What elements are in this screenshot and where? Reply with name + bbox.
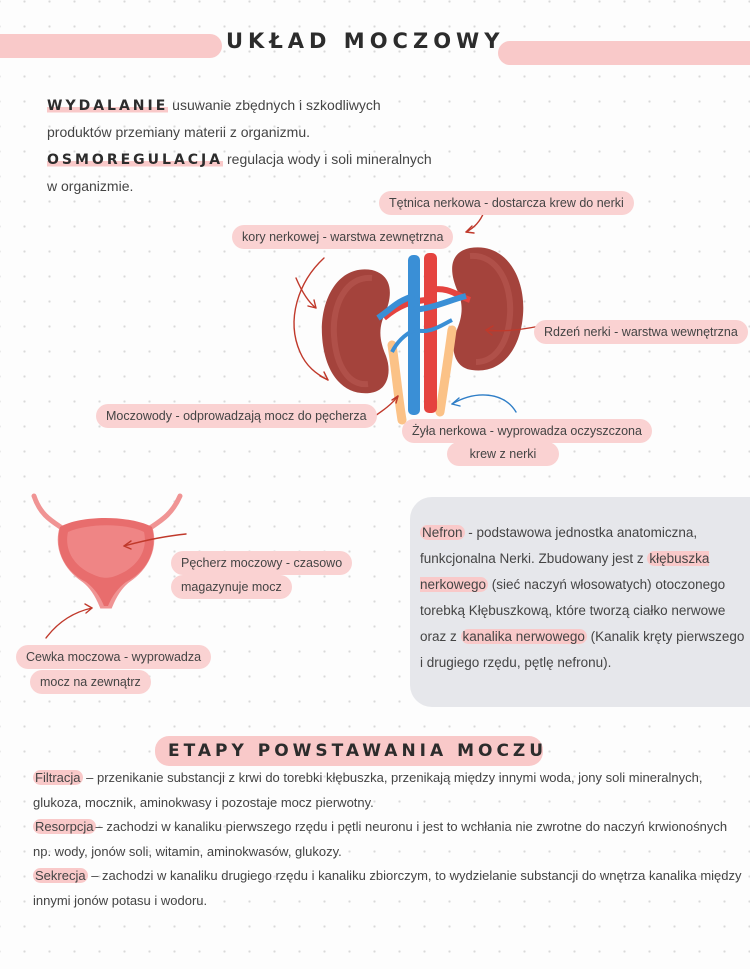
stage-text: – zachodzi w kanaliku drugiego rzędu i kanaliku zbiorczym, to wydzielanie substancji do wnętrza kanalika między innymi jonów potasu i wodoru. xyxy=(33,868,742,908)
nefron-term: Nefron xyxy=(422,525,463,540)
nefron-text-1: - podstawowa jednostka anatomiczna, funkcjonalna Nerki. Zbudowany jest z xyxy=(420,525,698,566)
term-wydalanie: WYDALANIE xyxy=(47,98,169,114)
nefron-highlight-1: kłębuszka nerkowego xyxy=(420,551,710,592)
stage-name: Sekrecja xyxy=(35,868,86,883)
stage-secretion xyxy=(33,864,748,913)
label-bladder-line1: Pęcherz moczowy - czasowo xyxy=(171,551,352,575)
label-urethra-line1: Cewka moczowa - wyprowadza xyxy=(16,645,211,669)
nefron-text-2: (sieć naczyń włosowatych) otoczonego torebką Kłębuszkową, które tworzą ciałko nerwowe oraz z xyxy=(420,577,726,644)
label-ureters: Moczowody - odprowadzają mocz do pęcherza xyxy=(96,404,377,428)
page-title: UKŁAD MOCZOWY xyxy=(226,29,505,53)
stage-filtration xyxy=(33,766,748,815)
definition-wydalanie-text: usuwanie zbędnych i szkodliwych produktów przemiany materii z organizmu. xyxy=(47,97,381,140)
stage-name: Filtracja xyxy=(35,770,81,785)
label-artery: Tętnica nerkowa - dostarcza krew do nerki xyxy=(379,191,634,215)
stages-title: ETAPY POWSTAWANIA MOCZU xyxy=(168,741,548,761)
label-vein-line1: Żyła nerkowa - wyprowadza oczyszczona xyxy=(402,419,652,443)
label-bladder-line2: magazynuje mocz xyxy=(171,575,292,599)
nefron-highlight-2: kanalika nerwowego xyxy=(462,629,585,644)
label-medulla: Rdzeń nerki - warstwa wewnętrzna xyxy=(534,320,748,344)
label-cortex: kory nerkowej - warstwa zewnętrzna xyxy=(232,225,453,249)
nefron-description xyxy=(420,520,748,676)
stage-name: Resorpcja xyxy=(35,819,94,834)
definition-osmoregulacja-text: regulacja wody i soli mineralnych w organizmie. xyxy=(47,151,432,194)
stages-list xyxy=(33,766,748,913)
stage-text: – zachodzi w kanaliku pierwszego rzędu i pętli neuronu i jest to wchłania nie zwrotne do naczyń krwionośnych np. wody, jonów soli, witamin, aminokwasów, glukozy. xyxy=(33,819,728,859)
stage-text: – przenikanie substancji z krwi do torebki kłębuszka, przenikają między innymi woda, jony soli mineralnych, glukoza, mocznik, aminokwasy i pozostaje mocz pierwotny. xyxy=(33,770,703,810)
stage-resorption xyxy=(33,815,748,864)
label-urethra-line2: mocz na zewnątrz xyxy=(30,670,151,694)
nefron-text-3: (Kanalik kręty pierwszego i drugiego rzędu, pętlę nefronu). xyxy=(420,629,745,670)
label-vein-line2: krew z nerki xyxy=(447,442,559,466)
term-osmoregulacja: OSMOREGULACJA xyxy=(47,152,224,168)
